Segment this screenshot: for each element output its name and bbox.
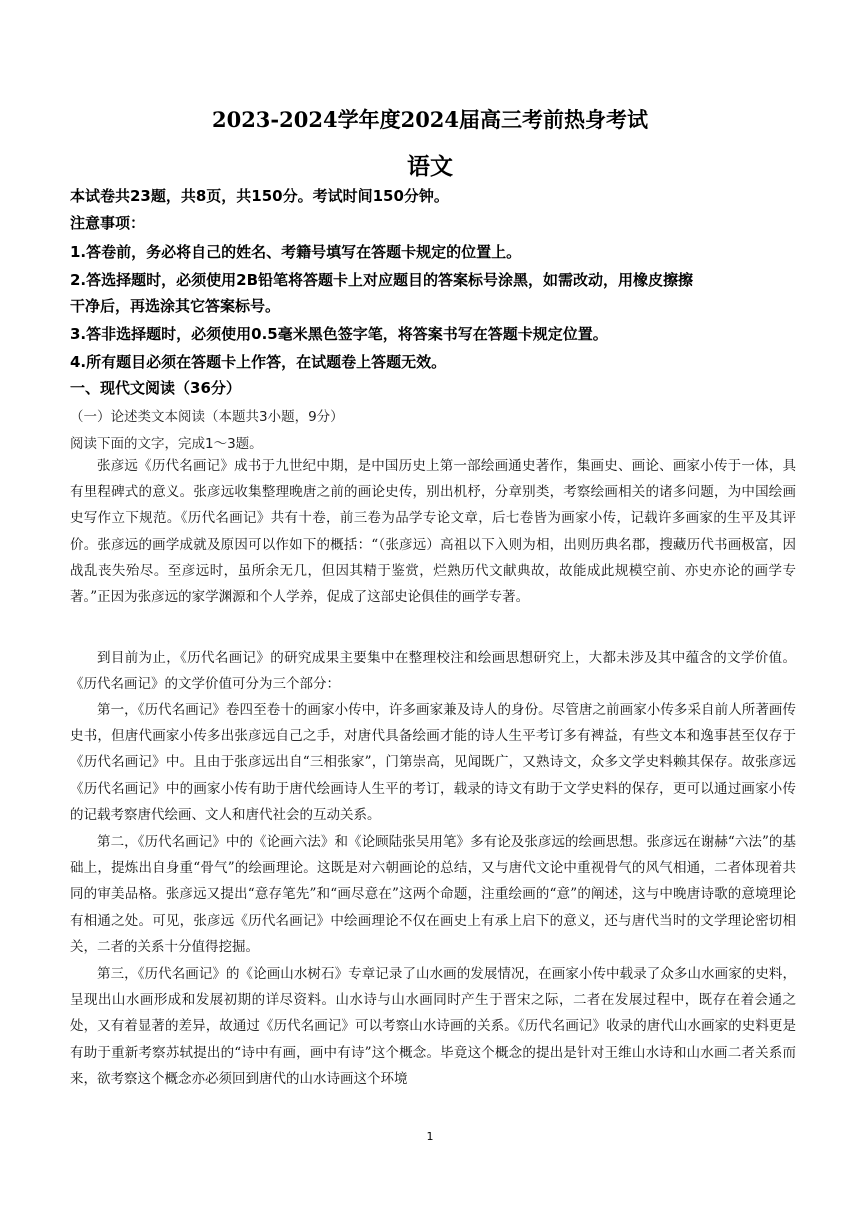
exam-summary: 本试卷共23题，共8页，共150分。考试时间150分钟。 [70, 187, 449, 205]
note-item: 3.答非选择题时，必须使用0.5毫米黑色签字笔，将答案书写在答题卡规定位置。 [70, 325, 608, 343]
passage-paragraph: 张彦远《历代名画记》成书于九世纪中期，是中国历史上第一部绘画通史著作，集画史、画论、画家小传于一体，具有里程碑式的意义。张彦远收集整理晚唐之前的画论史传，别出机杼，分章别类，考察绘画相关的诸多问题，为中国绘画史写作立下规范。《历代名画记》共有十卷，前三卷为品学专论文章，后七卷皆为画家小传，记载许多画家的生平及其评价。张彦远的画学成就及原因可以作如下的概括：“（张彦远）高祖以下入则为相，出则历典名郡，搜藏历代书画极富，因战乱丧失殆尽。至彦远时，虽所余无几，但因其精于鉴赏，烂熟历代文献典故，故能成此规模空前、亦史亦论的画学专著。”正因为张彦远的家学渊源和个人学养，促成了这部史论俱佳的画学专著。 [70, 458, 796, 606]
passage-paragraph: 第三，《历代名画记》的《论画山水树石》专章记录了山水画的发展情况，在画家小传中载录了众多山水画家的史料，呈现出山水画形成和发展初期的详尽资料。山水诗与山水画同时产生于晋宋之际，二者在发展过程中，既存在着会通之处，又有着显著的差异，故通过《历代名画记》可以考察山水诗画的关系。《历代名画记》收录的唐代山水画家的史料更是有助于重新考察苏轼提出的“诗中有画，画中有诗”这个概念。毕竟这个概念的提出是针对王维山水诗和山水画二者关系而来，欲考察这个概念亦必须回到唐代的山水诗画这个环境 [70, 966, 796, 1087]
note-item: 4.所有题目必须在答题卡上作答，在试题卷上答题无效。 [70, 353, 447, 371]
note-item: 干净后，再选涂其它答案标号。 [70, 297, 281, 315]
subject-title: 语文 [407, 153, 453, 180]
note-item: 2.答选择题时，必须使用2B铅笔将答题卡上对应题目的答案标号涂黑，如需改动，用橡皮擦擦 [70, 271, 694, 289]
passage-paragraph: 第二，《历代名画记》中的《论画六法》和《论顾陆张吴用笔》多有论及张彦远的绘画思想。张彦远在谢赫“六法”的基础上，提炼出自身重“骨气”的绘画理论。这既是对六朝画论的总结，又与唐代文论中重视骨气的风气相通，二者体现着共同的审美品格。张彦远又提出“意存笔先”和“画尽意在”这两个命题，注重绘画的“意”的阐述，这与中晚唐诗歌的意境理论有相通之处。可见，张彦远《历代名画记》中绘画理论不仅在画史上有承上启下的意义，还与唐代当时的文学理论密切相关，二者的关系十分值得挖掘。 [70, 834, 796, 955]
section-subheading: （一）论述类文本阅读（本题共3小题，9分） [70, 409, 344, 425]
reading-prompt: 阅读下面的文字，完成1～3题。 [70, 436, 263, 452]
section-heading: 一、现代文阅读（36分） [70, 379, 241, 397]
passage-paragraph: 到目前为止，《历代名画记》的研究成果主要集中在整理校注和绘画思想研究上，大都未涉及其中蕴含的文学价值。《历代名画记》的文学价值可分为三个部分： [70, 650, 796, 693]
exam-title: 2023-2024学年度2024届高三考前热身考试 [211, 107, 649, 132]
passage-paragraph: 第一，《历代名画记》卷四至卷十的画家小传中，许多画家兼及诗人的身份。尽管唐之前画家小传多采自前人所著画传史书，但唐代画家小传多出张彦远自己之手，对唐代具备绘画才能的诗人生平考订多有裨益，有些文本和逸事甚至仅存于《历代名画记》中。且由于张彦远出自“三相张家”，门第崇高，见闻既广，又熟诗文，众多文学史料赖其保存。故张彦远《历代名画记》中的画家小传有助于唐代绘画诗人生平的考订，载录的诗文有助于文学史料的保存，更可以通过画家小传的记载考察唐代绘画、文人和唐代社会的互动关系。 [70, 702, 796, 823]
page-number: 1 [426, 1130, 434, 1143]
note-item: 1.答卷前，务必将自己的姓名、考籍号填写在答题卡规定的位置上。 [70, 243, 522, 261]
notes-heading: 注意事项： [70, 214, 146, 232]
